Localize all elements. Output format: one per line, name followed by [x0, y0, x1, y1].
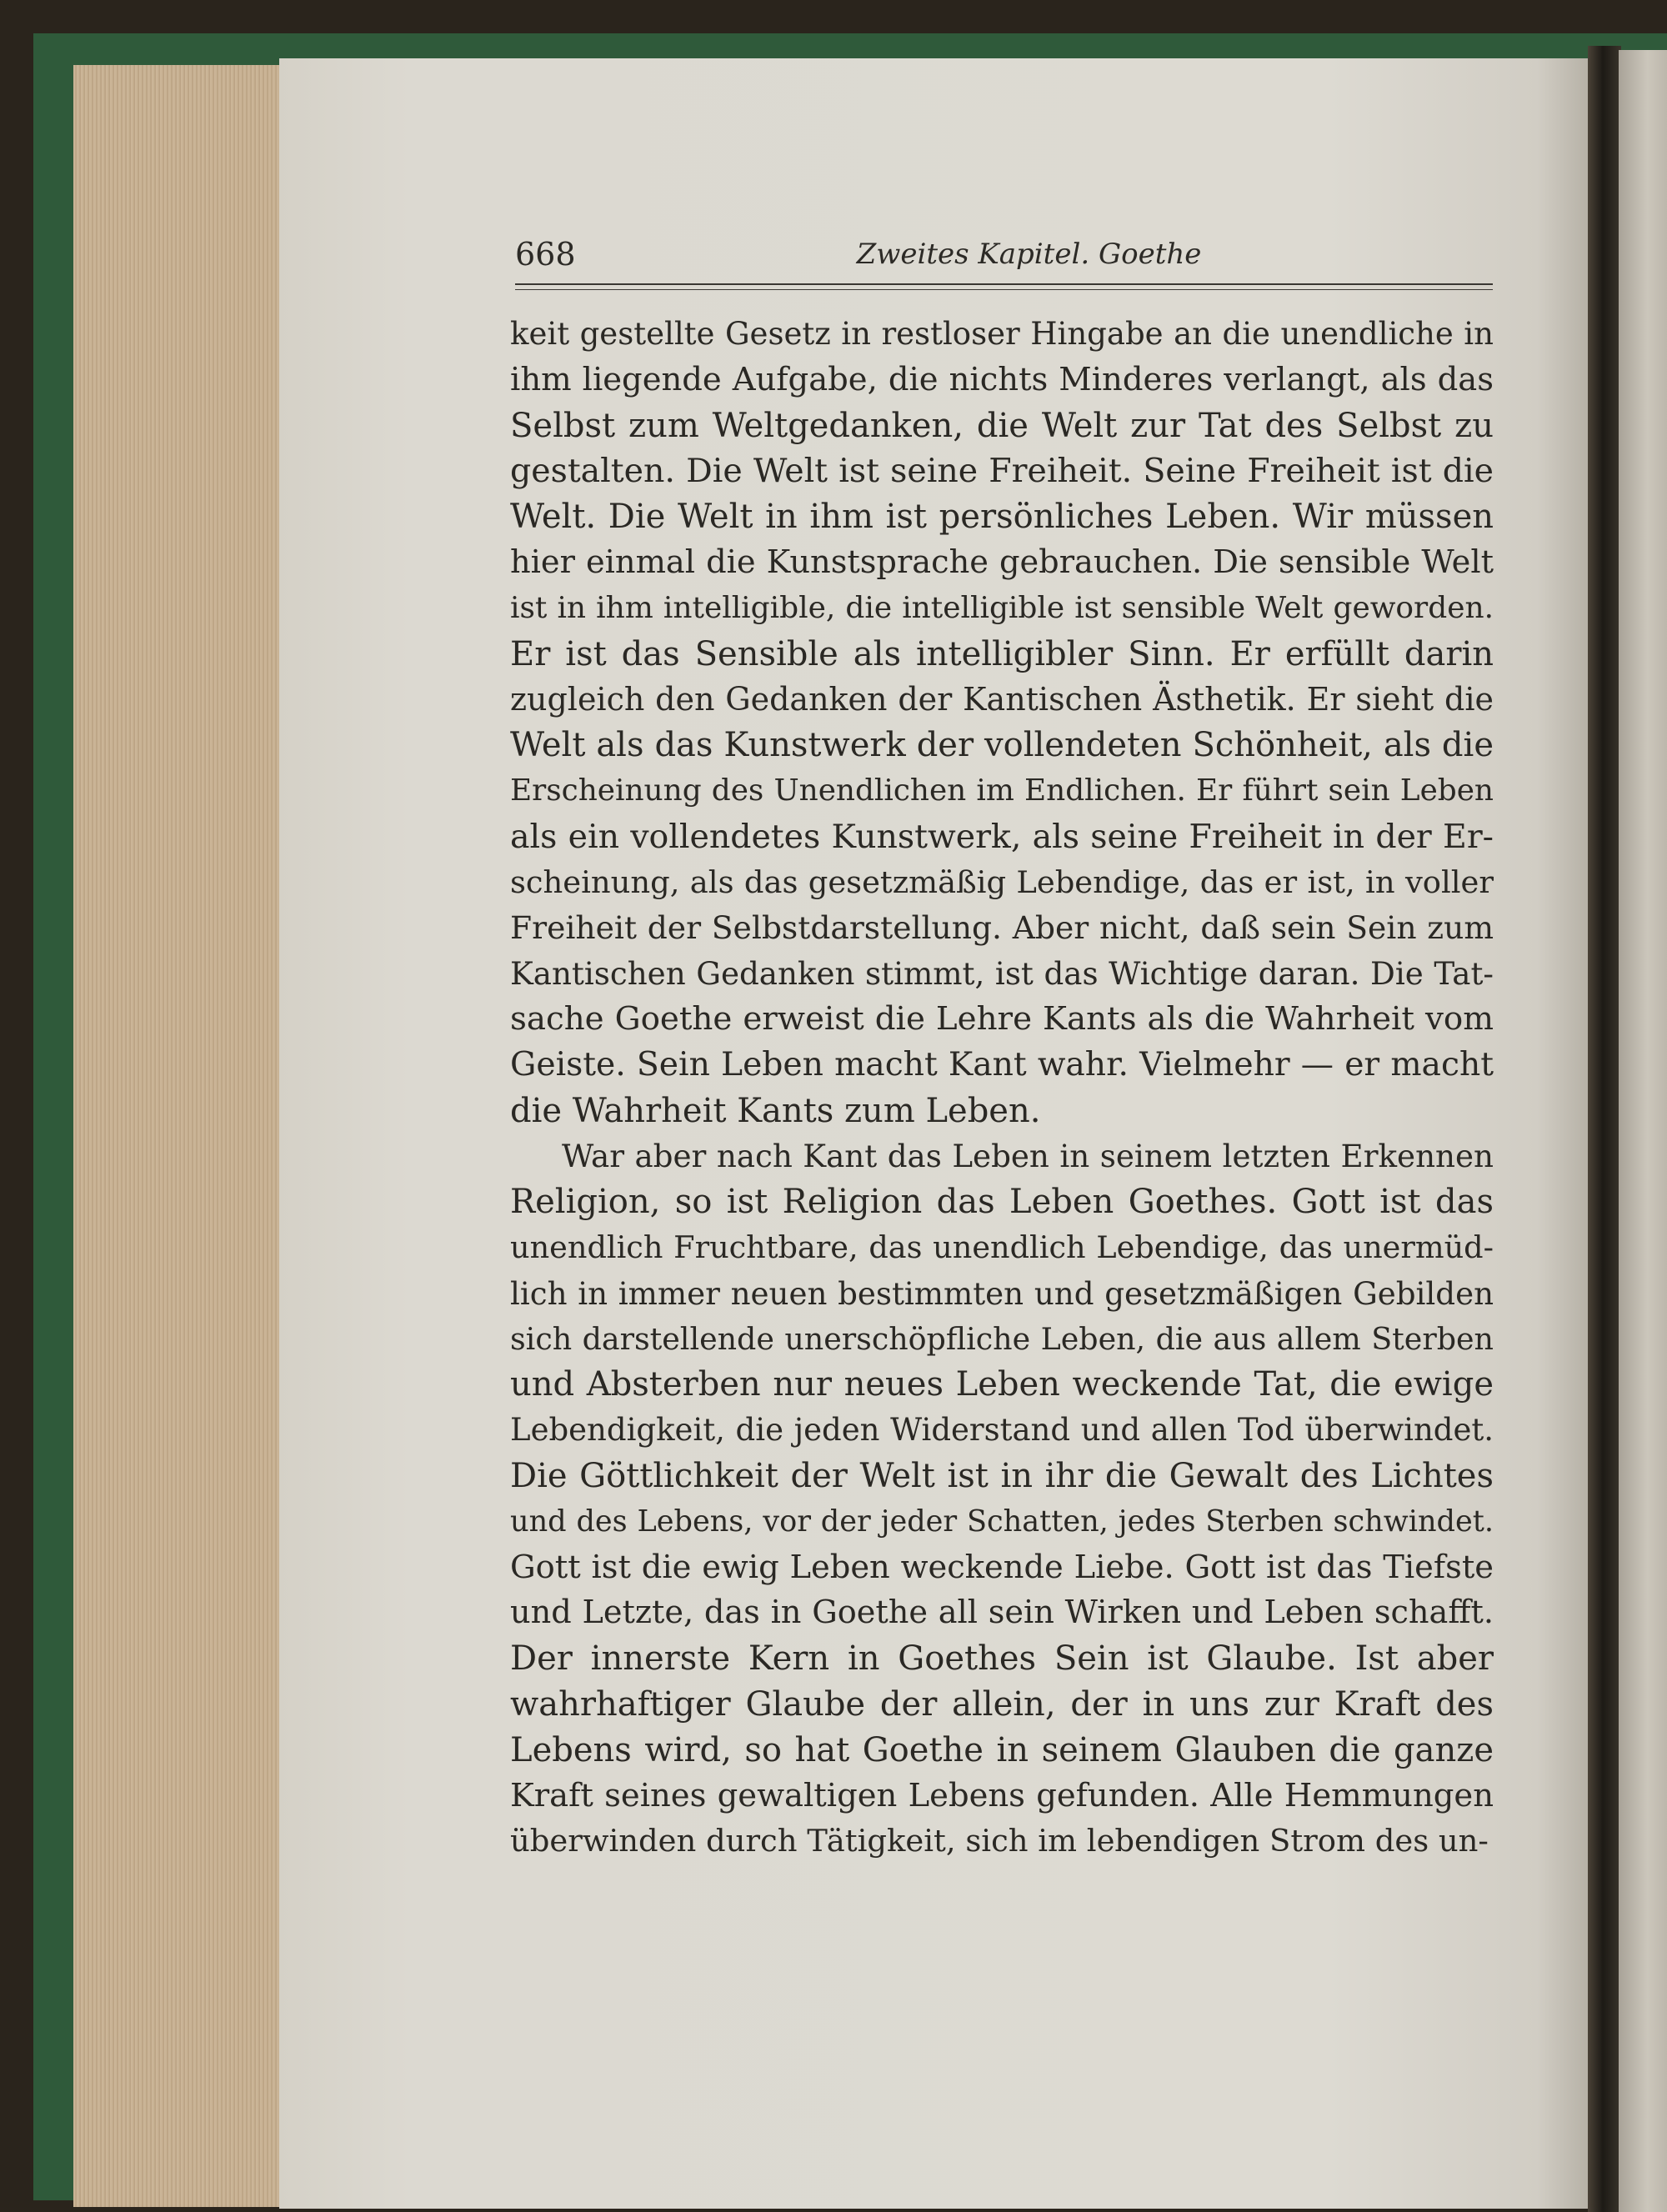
- text-line: Welt als das Kunstwerk der vollendeten Schönheit, als die: [510, 726, 1494, 765]
- text-line: Selbst zum Weltgedanken, die Welt zur Tat des Selbst zu: [510, 406, 1494, 445]
- paragraph: [510, 312, 1494, 1134]
- text-line: als ein vollendetes Kunstwerk, als seine Freiheit in der Er-: [510, 817, 1494, 856]
- text-line: und Letzte, das in Goethe all sein Wirken und Leben schafft.: [510, 1594, 1494, 1632]
- text-line: überwinden durch Tätigkeit, sich im lebendigen Strom des un-: [510, 1823, 1489, 1859]
- text-line: Die Göttlichkeit der Welt ist in ihr die Gewalt des Lichtes: [510, 1456, 1494, 1495]
- paragraph: [510, 1134, 1494, 1864]
- text-line: wahrhaftiger Glaube der allein, der in uns zur Kraft des: [510, 1684, 1494, 1724]
- text-line: Kraft seines gewaltigen Lebens gefunden. Alle Hemmungen: [510, 1776, 1494, 1814]
- text-line: zugleich den Gedanken der Kantischen Ästhetik. Er sieht die: [510, 681, 1494, 718]
- text-line: lich in immer neuen bestimmten und gesetzmäßigen Gebilden: [510, 1274, 1494, 1312]
- text-line: Er ist das Sensible als intelligibler Sinn. Er erfüllt darin: [510, 634, 1494, 673]
- body-text: [510, 312, 1494, 1864]
- text-line: Lebens wird, so hat Goethe in seinem Glauben die ganze: [510, 1730, 1494, 1769]
- text-line: und Absterben nur neues Leben weckende Tat, die ewige: [510, 1365, 1494, 1404]
- text-line: Freiheit der Selbstdarstellung. Aber nicht, daß sein Sein zum: [510, 909, 1494, 947]
- text-line: Geiste. Sein Leben macht Kant wahr. Vielmehr — er macht: [510, 1045, 1494, 1083]
- running-head: [515, 235, 1493, 273]
- text-line: scheinung, als das gesetzmäßig Lebendige, das er ist, in voller: [510, 863, 1494, 900]
- chapter-title: Zweites Kapitel. Goethe: [856, 238, 1202, 271]
- text-line: sache Goethe erweist die Lehre Kants als die Wahrheit vom: [510, 999, 1494, 1038]
- text-line: War aber nach Kant das Leben in seinem letzten Erkennen: [562, 1138, 1494, 1175]
- text-line: Der innerste Kern in Goethes Sein ist Glaube. Ist aber: [510, 1639, 1494, 1679]
- text-line: gestalten. Die Welt ist seine Freiheit. Seine Freiheit ist die: [510, 452, 1494, 491]
- text-line: unendlich Fruchtbare, das unendlich Lebendige, das unermüd-: [510, 1229, 1494, 1265]
- page-edges: [73, 65, 284, 2207]
- book-gutter: [1588, 46, 1621, 2212]
- text-line: keit gestellte Gesetz in restloser Hingabe an die unendliche in: [510, 316, 1494, 352]
- text-line: Kantischen Gedanken stimmt, ist das Wichtige daran. Die Tat-: [510, 955, 1494, 993]
- page-number: 668: [515, 236, 576, 273]
- text-line: ist in ihm intelligible, die intelligible ist sensible Welt geworden.: [510, 590, 1494, 625]
- text-line: ihm liegende Aufgabe, die nichts Minderes verlangt, als das: [510, 360, 1494, 398]
- text-line: Gott ist die ewig Leben weckende Liebe. Gott ist das Tiefste: [510, 1548, 1494, 1586]
- text-line: sich darstellende unerschöpfliche Leben, die aus allem Sterben: [510, 1320, 1494, 1357]
- text-line: und des Lebens, vor der jeder Schatten, jedes Sterben schwindet.: [510, 1504, 1494, 1539]
- text-line: Erscheinung des Unendlichen im Endlichen. Er führt sein Leben: [510, 773, 1494, 808]
- text-line: Religion, so ist Religion das Leben Goethes. Gott ist das: [510, 1183, 1494, 1222]
- text-line: Welt. Die Welt in ihm ist persönliches Leben. Wir müssen: [510, 498, 1494, 537]
- text-line: hier einmal die Kunstsprache gebrauchen. Die sensible Welt: [510, 543, 1494, 581]
- text-line: Lebendigkeit, die jeden Widerstand und allen Tod überwindet.: [510, 1412, 1494, 1449]
- header-rule: [515, 283, 1493, 290]
- facing-page-edge: [1619, 50, 1667, 2212]
- text-line: die Wahrheit Kants zum Leben.: [510, 1091, 1041, 1130]
